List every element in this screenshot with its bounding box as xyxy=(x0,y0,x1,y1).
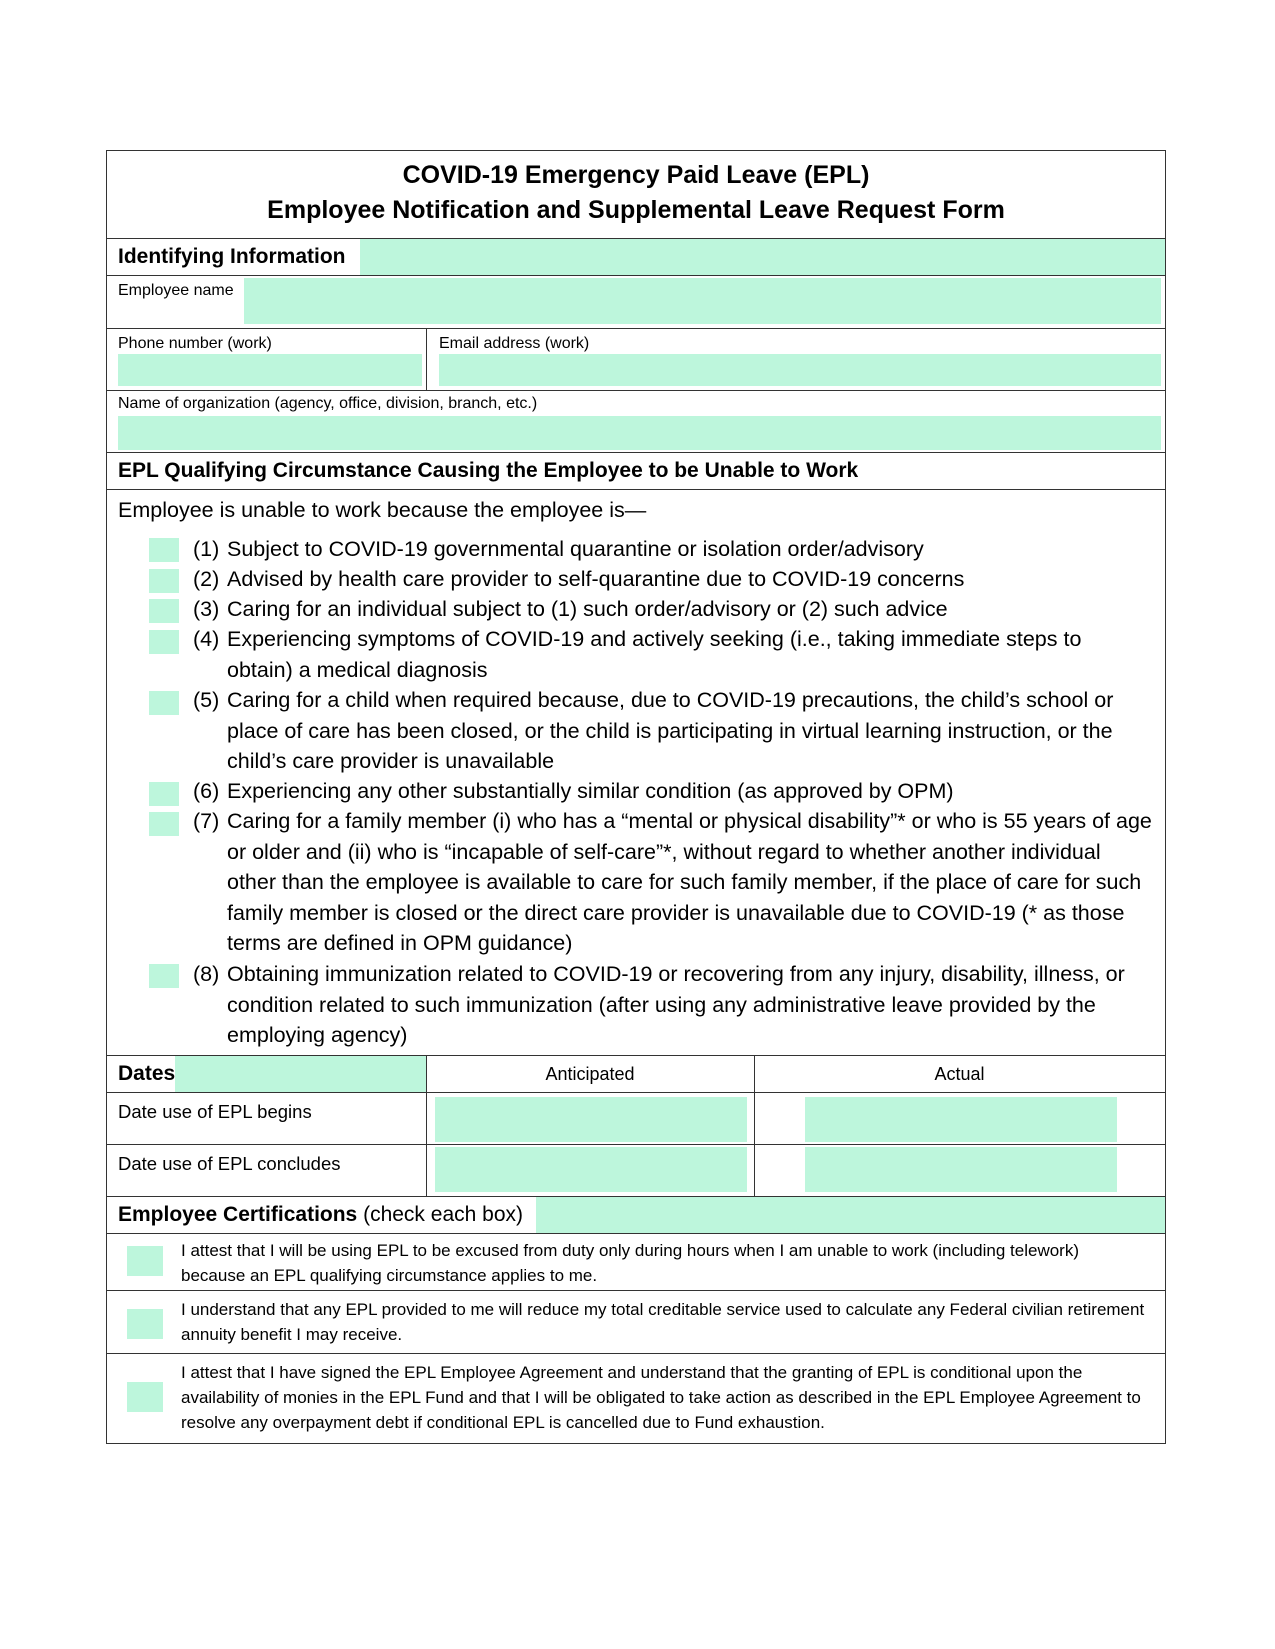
circumstance-number: (6) xyxy=(193,779,220,803)
circumstance-6-checkbox[interactable] xyxy=(149,782,179,806)
certifications-heading-note: (check each box) xyxy=(363,1203,523,1226)
epl-concludes-actual-input[interactable] xyxy=(805,1147,1117,1192)
employee-name-row xyxy=(107,276,1165,329)
organization-row xyxy=(107,391,1165,453)
dates-divider xyxy=(754,1093,755,1144)
identifying-header-field[interactable] xyxy=(360,239,1165,275)
circumstance-text: Caring for an individual subject to (1) such order/advisory or (2) such advice xyxy=(227,597,948,621)
circumstance-text: Experiencing any other substantially similar condition (as approved by OPM) xyxy=(227,779,954,803)
certification-text: I attest that I have signed the EPL Employee Agreement and understand that the granting of EPL is conditional upon the availability of monies in the EPL Fund and that I will be obligated to take action as described in the EPL Employee Agreement to resolve any overpayment debt if conditional EPL is cancelled due to Fund exhaustion. xyxy=(181,1363,1141,1432)
certification-1-checkbox[interactable] xyxy=(127,1246,163,1276)
phone-input[interactable] xyxy=(118,354,422,386)
circumstance-5-checkbox[interactable] xyxy=(149,691,179,715)
certification-text: I attest that I will be using EPL to be excused from duty only during hours when I am unable to work (including telework) because an EPL qualifying circumstance applies to me. xyxy=(181,1241,1080,1285)
epl-concludes-anticipated-input[interactable] xyxy=(435,1147,747,1192)
organization-label: Name of organization (agency, office, division, branch, etc.) xyxy=(118,395,538,412)
circumstance-text: Caring for a family member (i) who has a “mental or physical disability”* or who is 55 years of age or older and (ii) who is “incapable of self-care”*, without regard to whether another individual other than the employee is available to care for such family member, if the place of care for such family member is closed or the direct care provider is unavailable due to COVID-19 (* as those terms are defined in OPM guidance) xyxy=(227,809,1152,955)
certification-row xyxy=(107,1234,1165,1291)
contact-divider xyxy=(426,329,427,390)
circumstance-text: Subject to COVID-19 governmental quarantine or isolation order/advisory xyxy=(227,537,924,561)
circumstance-item xyxy=(193,624,1153,685)
actual-column-header: Actual xyxy=(934,1064,985,1084)
dates-divider xyxy=(754,1145,755,1196)
circumstance-item xyxy=(193,685,1153,777)
anticipated-column-header: Anticipated xyxy=(545,1064,635,1084)
circumstance-4-checkbox[interactable] xyxy=(149,630,179,654)
epl-begins-label: Date use of EPL begins xyxy=(118,1101,312,1122)
form-subtitle: Employee Notification and Supplemental Leave Request Form xyxy=(267,196,1005,224)
identifying-section-header xyxy=(107,239,1165,276)
contact-row xyxy=(107,329,1165,391)
circumstance-intro: Employee is unable to work because the employee is— xyxy=(118,498,647,522)
circumstance-heading: EPL Qualifying Circumstance Causing the Employee to be Unable to Work xyxy=(118,459,859,482)
dates-divider xyxy=(426,1093,427,1144)
circumstance-item xyxy=(193,806,1153,959)
circumstance-text: Caring for a child when required because, due to COVID-19 precautions, the child’s school or place of care has been closed, or the child is participating in virtual learning instruction, or the child’s care provider is unavailable xyxy=(227,688,1114,773)
circumstance-7-checkbox[interactable] xyxy=(149,812,179,836)
circumstance-1-checkbox[interactable] xyxy=(149,538,179,562)
email-label: Email address (work) xyxy=(439,335,590,352)
certifications-heading-line xyxy=(118,1203,523,1227)
epl-begins-row xyxy=(107,1093,1165,1145)
circumstance-3-checkbox[interactable] xyxy=(149,599,179,623)
epl-concludes-label: Date use of EPL concludes xyxy=(118,1153,341,1174)
circumstance-text: Obtaining immunization related to COVID-19 or recovering from any injury, disability, illness, or condition related to such immunization (after using any administrative leave provided by the employing agency) xyxy=(227,962,1125,1047)
circumstance-number: (2) xyxy=(193,567,220,591)
certification-2-checkbox[interactable] xyxy=(127,1309,163,1339)
circumstance-item xyxy=(193,594,1153,625)
employee-name-input[interactable] xyxy=(244,278,1161,324)
circumstance-item xyxy=(193,776,1153,807)
dates-divider xyxy=(426,1145,427,1196)
epl-begins-actual-input[interactable] xyxy=(805,1097,1117,1142)
dates-header-row xyxy=(107,1056,1165,1093)
circumstance-number: (8) xyxy=(193,962,220,986)
circumstance-8-checkbox[interactable] xyxy=(149,964,179,988)
certification-text: I understand that any EPL provided to me will reduce my total creditable service used to calculate any Federal civilian retirement annuity benefit I may receive. xyxy=(181,1300,1145,1344)
certification-row xyxy=(107,1354,1165,1443)
epl-begins-anticipated-input[interactable] xyxy=(435,1097,747,1142)
certifications-header-row xyxy=(107,1197,1165,1234)
phone-label: Phone number (work) xyxy=(118,335,272,352)
circumstance-number: (4) xyxy=(193,627,220,651)
circumstance-number: (7) xyxy=(193,809,220,833)
organization-input[interactable] xyxy=(118,416,1161,450)
circumstance-section-header xyxy=(107,453,1165,490)
circumstance-number: (3) xyxy=(193,597,220,621)
email-input[interactable] xyxy=(439,354,1161,386)
certification-3-checkbox[interactable] xyxy=(127,1382,163,1412)
dates-header-field[interactable] xyxy=(175,1056,426,1092)
epl-concludes-row xyxy=(107,1145,1165,1197)
circumstance-item xyxy=(193,959,1153,1051)
circumstance-2-checkbox[interactable] xyxy=(149,569,179,593)
identifying-heading: Identifying Information xyxy=(118,245,346,268)
form-title-block xyxy=(107,151,1165,239)
dates-heading: Dates xyxy=(118,1062,176,1085)
circumstance-item xyxy=(193,534,1153,565)
circumstance-item xyxy=(193,564,1153,595)
circumstance-number: (5) xyxy=(193,688,220,712)
certifications-heading: Employee Certifications xyxy=(118,1203,358,1226)
certifications-header-field[interactable] xyxy=(536,1197,1165,1233)
employee-name-label: Employee name xyxy=(118,282,234,299)
circumstance-text: Advised by health care provider to self-quarantine due to COVID-19 concerns xyxy=(227,567,965,591)
circumstance-list xyxy=(107,490,1165,1056)
epl-form xyxy=(106,150,1166,1444)
circumstance-number: (1) xyxy=(193,537,220,561)
circumstance-text: Experiencing symptoms of COVID-19 and actively seeking (i.e., taking immediate steps to obtain) a medical diagnosis xyxy=(227,627,1082,682)
form-title: COVID-19 Emergency Paid Leave (EPL) xyxy=(402,161,870,189)
certification-row xyxy=(107,1291,1165,1354)
